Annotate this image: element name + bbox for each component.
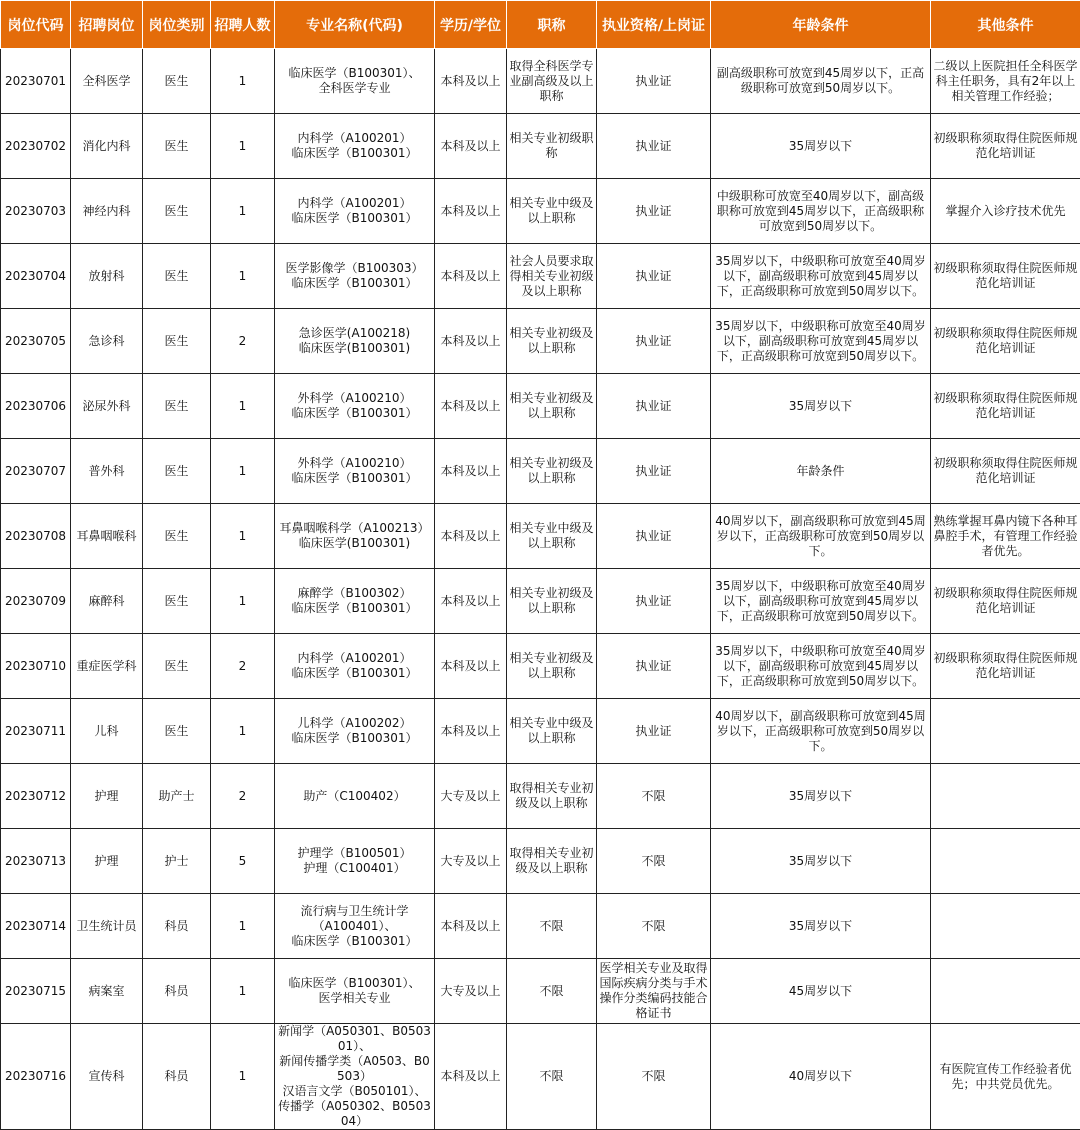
- major-cell: 儿科学（A100202） 临床医学（B100301）: [275, 699, 435, 764]
- education-cell: 本科及以上: [435, 49, 507, 114]
- title-cell: 相关专业初级及以上职称: [507, 569, 597, 634]
- position-cell: 泌尿外科: [71, 374, 143, 439]
- table-row: [1, 1024, 1080, 1130]
- age-cell: 年龄条件: [711, 439, 931, 504]
- table-row: [1, 894, 1080, 959]
- age-cell: 35周岁以下: [711, 374, 931, 439]
- license-cell: 执业证: [597, 439, 711, 504]
- headcount-cell: 2: [211, 634, 275, 699]
- position-code-cell: 20230703: [1, 179, 71, 244]
- position-code-cell: 20230709: [1, 569, 71, 634]
- education-cell: 大专及以上: [435, 959, 507, 1024]
- header-position-code: 岗位代码: [1, 1, 71, 49]
- position-code-cell: 20230702: [1, 114, 71, 179]
- other-cell: [931, 764, 1080, 829]
- position-cell: 护理: [71, 764, 143, 829]
- table-row: [1, 49, 1080, 114]
- other-cell: 初级职称须取得住院医师规范化培训证: [931, 309, 1080, 374]
- category-cell: 医生: [143, 699, 211, 764]
- education-cell: 本科及以上: [435, 244, 507, 309]
- major-cell: 临床医学（B100301）、 全科医学专业: [275, 49, 435, 114]
- other-cell: [931, 699, 1080, 764]
- other-cell: 初级职称须取得住院医师规范化培训证: [931, 439, 1080, 504]
- category-cell: 医生: [143, 374, 211, 439]
- header-age: 年龄条件: [711, 1, 931, 49]
- education-cell: 大专及以上: [435, 764, 507, 829]
- headcount-cell: 1: [211, 959, 275, 1024]
- other-cell: 初级职称须取得住院医师规范化培训证: [931, 634, 1080, 699]
- license-cell: 执业证: [597, 114, 711, 179]
- category-cell: 医生: [143, 439, 211, 504]
- position-cell: 儿科: [71, 699, 143, 764]
- headcount-cell: 1: [211, 894, 275, 959]
- other-cell: [931, 829, 1080, 894]
- major-cell: 外科学（A100210） 临床医学（B100301）: [275, 374, 435, 439]
- position-cell: 急诊科: [71, 309, 143, 374]
- other-cell: 二级以上医院担任全科医学科主任职务，具有2年以上相关管理工作经验；: [931, 49, 1080, 114]
- major-cell: 医学影像学（B100303） 临床医学（B100301）: [275, 244, 435, 309]
- category-cell: 科员: [143, 1024, 211, 1130]
- position-cell: 宣传科: [71, 1024, 143, 1130]
- license-cell: 执业证: [597, 699, 711, 764]
- table-row: [1, 764, 1080, 829]
- category-cell: 护士: [143, 829, 211, 894]
- other-cell: 有医院宣传工作经验者优先；中共党员优先。: [931, 1024, 1080, 1130]
- headcount-cell: 1: [211, 569, 275, 634]
- headcount-cell: 5: [211, 829, 275, 894]
- education-cell: 本科及以上: [435, 1024, 507, 1130]
- major-cell: 耳鼻咽喉科学（A100213） 临床医学(B100301): [275, 504, 435, 569]
- age-cell: 35周岁以下: [711, 829, 931, 894]
- header-headcount: 招聘人数: [211, 1, 275, 49]
- category-cell: 医生: [143, 179, 211, 244]
- major-cell: 急诊医学(A100218) 临床医学(B100301): [275, 309, 435, 374]
- major-cell: 护理学（B100501） 护理（C100401）: [275, 829, 435, 894]
- category-cell: 医生: [143, 504, 211, 569]
- age-cell: 中级职称可放宽至40周岁以下，副高级职称可放宽到45周岁以下，正高级职称可放宽到50周岁以下。: [711, 179, 931, 244]
- major-cell: 麻醉学（B100302） 临床医学（B100301）: [275, 569, 435, 634]
- headcount-cell: 1: [211, 504, 275, 569]
- position-code-cell: 20230710: [1, 634, 71, 699]
- other-cell: [931, 959, 1080, 1024]
- category-cell: 科员: [143, 894, 211, 959]
- license-cell: 执业证: [597, 309, 711, 374]
- title-cell: 取得全科医学专业副高级及以上职称: [507, 49, 597, 114]
- major-cell: 临床医学（B100301）、 医学相关专业: [275, 959, 435, 1024]
- category-cell: 医生: [143, 634, 211, 699]
- position-cell: 神经内科: [71, 179, 143, 244]
- table-row: [1, 829, 1080, 894]
- age-cell: 35周岁以下: [711, 894, 931, 959]
- table-row: [1, 634, 1080, 699]
- other-cell: 初级职称须取得住院医师规范化培训证: [931, 244, 1080, 309]
- license-cell: 执业证: [597, 569, 711, 634]
- age-cell: 35周岁以下，中级职称可放宽至40周岁以下，副高级职称可放宽到45周岁以下，正高级职称可放宽到50周岁以下。: [711, 309, 931, 374]
- title-cell: 不限: [507, 1024, 597, 1130]
- headcount-cell: 1: [211, 244, 275, 309]
- category-cell: 科员: [143, 959, 211, 1024]
- position-code-cell: 20230715: [1, 959, 71, 1024]
- title-cell: 相关专业中级及以上职称: [507, 179, 597, 244]
- education-cell: 本科及以上: [435, 114, 507, 179]
- table-row: [1, 179, 1080, 244]
- title-cell: 相关专业中级及以上职称: [507, 699, 597, 764]
- major-cell: 流行病与卫生统计学 （A100401）、 临床医学（B100301）: [275, 894, 435, 959]
- education-cell: 本科及以上: [435, 699, 507, 764]
- other-cell: 初级职称须取得住院医师规范化培训证: [931, 569, 1080, 634]
- other-cell: [931, 894, 1080, 959]
- position-code-cell: 20230707: [1, 439, 71, 504]
- headcount-cell: 1: [211, 114, 275, 179]
- position-cell: 病案室: [71, 959, 143, 1024]
- headcount-cell: 1: [211, 179, 275, 244]
- headcount-cell: 1: [211, 439, 275, 504]
- license-cell: 不限: [597, 1024, 711, 1130]
- title-cell: 相关专业初级及以上职称: [507, 374, 597, 439]
- license-cell: 执业证: [597, 504, 711, 569]
- category-cell: 医生: [143, 114, 211, 179]
- major-cell: 新闻学（A050301、B050301）、 新闻传播学类（A0503、B0503） 汉语言文学（B050101）、 传播学（A050302、B050304）: [275, 1024, 435, 1130]
- title-cell: 相关专业初级及以上职称: [507, 634, 597, 699]
- table-body: [1, 49, 1080, 1130]
- position-cell: 全科医学: [71, 49, 143, 114]
- education-cell: 本科及以上: [435, 439, 507, 504]
- education-cell: 本科及以上: [435, 569, 507, 634]
- title-cell: 相关专业初级及以上职称: [507, 439, 597, 504]
- license-cell: 不限: [597, 894, 711, 959]
- position-cell: 普外科: [71, 439, 143, 504]
- header-other: 其他条件: [931, 1, 1080, 49]
- header-row: [1, 1, 1080, 49]
- license-cell: 执业证: [597, 374, 711, 439]
- position-code-cell: 20230716: [1, 1024, 71, 1130]
- header-license: 执业资格/上岗证: [597, 1, 711, 49]
- license-cell: 执业证: [597, 634, 711, 699]
- major-cell: 外科学（A100210） 临床医学（B100301）: [275, 439, 435, 504]
- table-row: [1, 569, 1080, 634]
- position-code-cell: 20230704: [1, 244, 71, 309]
- category-cell: 助产士: [143, 764, 211, 829]
- table-row: [1, 244, 1080, 309]
- header-major: 专业名称(代码): [275, 1, 435, 49]
- position-code-cell: 20230701: [1, 49, 71, 114]
- position-cell: 放射科: [71, 244, 143, 309]
- position-code-cell: 20230706: [1, 374, 71, 439]
- position-code-cell: 20230714: [1, 894, 71, 959]
- title-cell: 取得相关专业初级及以上职称: [507, 829, 597, 894]
- license-cell: 不限: [597, 829, 711, 894]
- age-cell: 35周岁以下，中级职称可放宽至40周岁以下，副高级职称可放宽到45周岁以下，正高级职称可放宽到50周岁以下。: [711, 244, 931, 309]
- headcount-cell: 2: [211, 309, 275, 374]
- header-education: 学历/学位: [435, 1, 507, 49]
- age-cell: 40周岁以下，副高级职称可放宽到45周岁以下，正高级职称可放宽到50周岁以下。: [711, 699, 931, 764]
- table-row: [1, 114, 1080, 179]
- education-cell: 本科及以上: [435, 374, 507, 439]
- headcount-cell: 1: [211, 699, 275, 764]
- license-cell: 不限: [597, 764, 711, 829]
- major-cell: 内科学（A100201） 临床医学（B100301）: [275, 179, 435, 244]
- title-cell: 相关专业初级职称: [507, 114, 597, 179]
- table-row: [1, 699, 1080, 764]
- license-cell: 执业证: [597, 49, 711, 114]
- position-cell: 卫生统计员: [71, 894, 143, 959]
- age-cell: 40周岁以下: [711, 1024, 931, 1130]
- headcount-cell: 1: [211, 1024, 275, 1130]
- category-cell: 医生: [143, 569, 211, 634]
- title-cell: 社会人员要求取得相关专业初级及以上职称: [507, 244, 597, 309]
- age-cell: 45周岁以下: [711, 959, 931, 1024]
- age-cell: 35周岁以下: [711, 114, 931, 179]
- education-cell: 本科及以上: [435, 894, 507, 959]
- other-cell: 初级职称须取得住院医师规范化培训证: [931, 114, 1080, 179]
- education-cell: 本科及以上: [435, 309, 507, 374]
- table-row: [1, 374, 1080, 439]
- major-cell: 助产（C100402）: [275, 764, 435, 829]
- position-cell: 麻醉科: [71, 569, 143, 634]
- position-cell: 护理: [71, 829, 143, 894]
- education-cell: 本科及以上: [435, 634, 507, 699]
- age-cell: 35周岁以下: [711, 764, 931, 829]
- license-cell: 执业证: [597, 244, 711, 309]
- category-cell: 医生: [143, 309, 211, 374]
- position-cell: 重症医学科: [71, 634, 143, 699]
- education-cell: 本科及以上: [435, 179, 507, 244]
- education-cell: 大专及以上: [435, 829, 507, 894]
- title-cell: 相关专业中级及以上职称: [507, 504, 597, 569]
- header-category: 岗位类别: [143, 1, 211, 49]
- title-cell: 相关专业初级及以上职称: [507, 309, 597, 374]
- table-row: [1, 959, 1080, 1024]
- headcount-cell: 1: [211, 374, 275, 439]
- headcount-cell: 1: [211, 49, 275, 114]
- major-cell: 内科学（A100201） 临床医学（B100301）: [275, 114, 435, 179]
- other-cell: 掌握介入诊疗技术优先: [931, 179, 1080, 244]
- education-cell: 本科及以上: [435, 504, 507, 569]
- position-cell: 消化内科: [71, 114, 143, 179]
- age-cell: 35周岁以下，中级职称可放宽至40周岁以下，副高级职称可放宽到45周岁以下，正高级职称可放宽到50周岁以下。: [711, 634, 931, 699]
- title-cell: 不限: [507, 894, 597, 959]
- age-cell: 35周岁以下，中级职称可放宽至40周岁以下，副高级职称可放宽到45周岁以下，正高级职称可放宽到50周岁以下。: [711, 569, 931, 634]
- table-row: [1, 439, 1080, 504]
- header-position: 招聘岗位: [71, 1, 143, 49]
- other-cell: 熟练掌握耳鼻内镜下各种耳鼻腔手术，有管理工作经验者优先。: [931, 504, 1080, 569]
- headcount-cell: 2: [211, 764, 275, 829]
- position-code-cell: 20230708: [1, 504, 71, 569]
- position-code-cell: 20230713: [1, 829, 71, 894]
- age-cell: 40周岁以下，副高级职称可放宽到45周岁以下，正高级职称可放宽到50周岁以下。: [711, 504, 931, 569]
- position-code-cell: 20230712: [1, 764, 71, 829]
- license-cell: 执业证: [597, 179, 711, 244]
- category-cell: 医生: [143, 244, 211, 309]
- license-cell: 医学相关专业及取得国际疾病分类与手术操作分类编码技能合格证书: [597, 959, 711, 1024]
- position-code-cell: 20230705: [1, 309, 71, 374]
- header-title: 职称: [507, 1, 597, 49]
- category-cell: 医生: [143, 49, 211, 114]
- table-row: [1, 309, 1080, 374]
- table-row: [1, 504, 1080, 569]
- major-cell: 内科学（A100201） 临床医学（B100301）: [275, 634, 435, 699]
- position-cell: 耳鼻咽喉科: [71, 504, 143, 569]
- age-cell: 副高级职称可放宽到45周岁以下，正高级职称可放宽到50周岁以下。: [711, 49, 931, 114]
- position-code-cell: 20230711: [1, 699, 71, 764]
- title-cell: 不限: [507, 959, 597, 1024]
- title-cell: 取得相关专业初级及以上职称: [507, 764, 597, 829]
- other-cell: 初级职称须取得住院医师规范化培训证: [931, 374, 1080, 439]
